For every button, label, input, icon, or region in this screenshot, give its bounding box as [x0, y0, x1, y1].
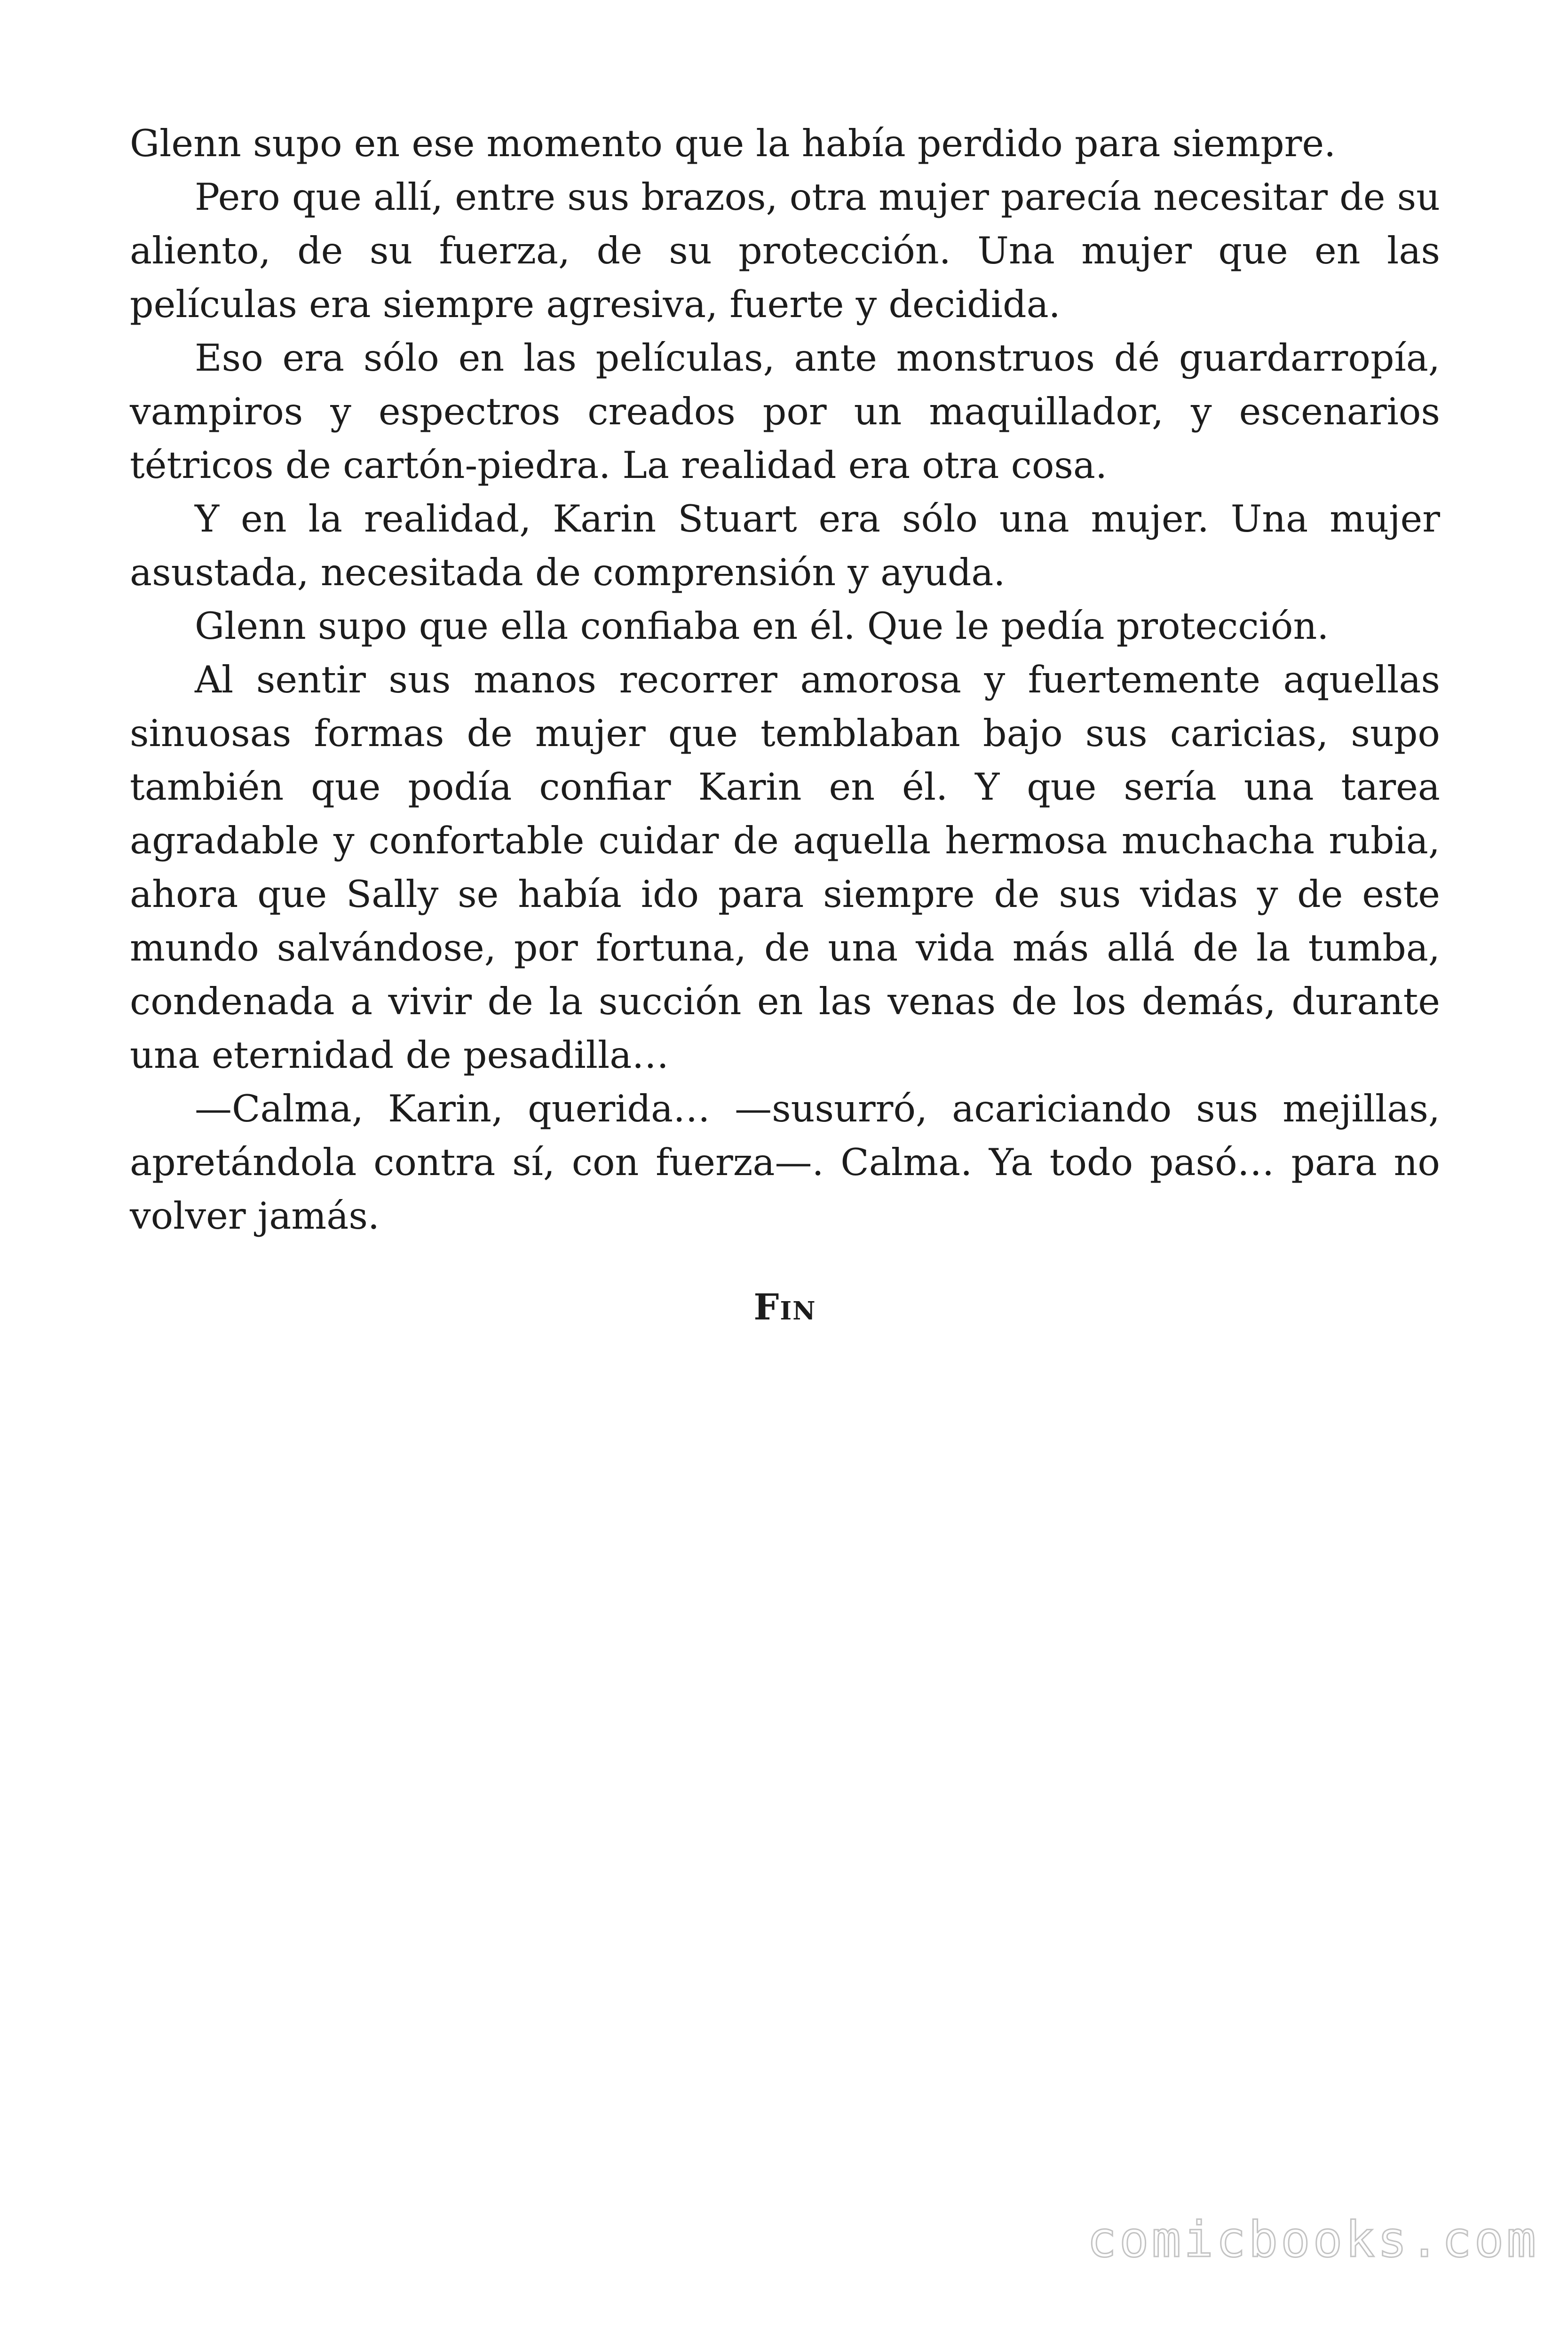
paragraph: —Calma, Karin, querida… —susurró, acariciando sus mejillas, apretándola contra sí, con fuerza—. Calma. Ya todo pasó… para no volver jamás.	[130, 1087, 1440, 1238]
paragraph: Y en la realidad, Karin Stuart era sólo una mujer. Una mujer asustada, necesitada de comprensión y ayuda.	[130, 497, 1440, 594]
end-marker: Fin	[753, 1286, 816, 1328]
paragraph: Pero que allí, entre sus brazos, otra mujer parecía necesitar de su aliento, de su fuerza, de su protección. Una mujer que en las películas era siempre agresiva, fuerte y decidida.	[130, 175, 1440, 326]
watermark: comicbooks.com	[1087, 2211, 1539, 2268]
paragraph: Al sentir sus manos recorrer amorosa y fuertemente aquellas sinuosas formas de mujer que temblaban bajo sus caricias, supo también que podía confiar Karin en él. Y que sería una tarea agradable y confortable cuidar de aquella hermosa muchacha rubia, ahora que Sally se había ido para siempre de sus vidas y de este mundo salvándose, por fortuna, de una vida más allá de la tumba, condenada a vivir de la succión en las venas de los demás, durante una eternidad de pesadilla…	[130, 658, 1440, 1077]
page-text	[130, 117, 1440, 1328]
paragraph: Glenn supo que ella confiaba en él. Que le pedía protección.	[195, 604, 1329, 648]
paragraph: Glenn supo en ese momento que la había perdido para siempre.	[130, 122, 1336, 165]
paragraph: Eso era sólo en las películas, ante monstruos dé guardarropía, vampiros y espectros creados por un maquillador, y escenarios tétricos de cartón-piedra. La realidad era otra cosa.	[130, 336, 1440, 487]
